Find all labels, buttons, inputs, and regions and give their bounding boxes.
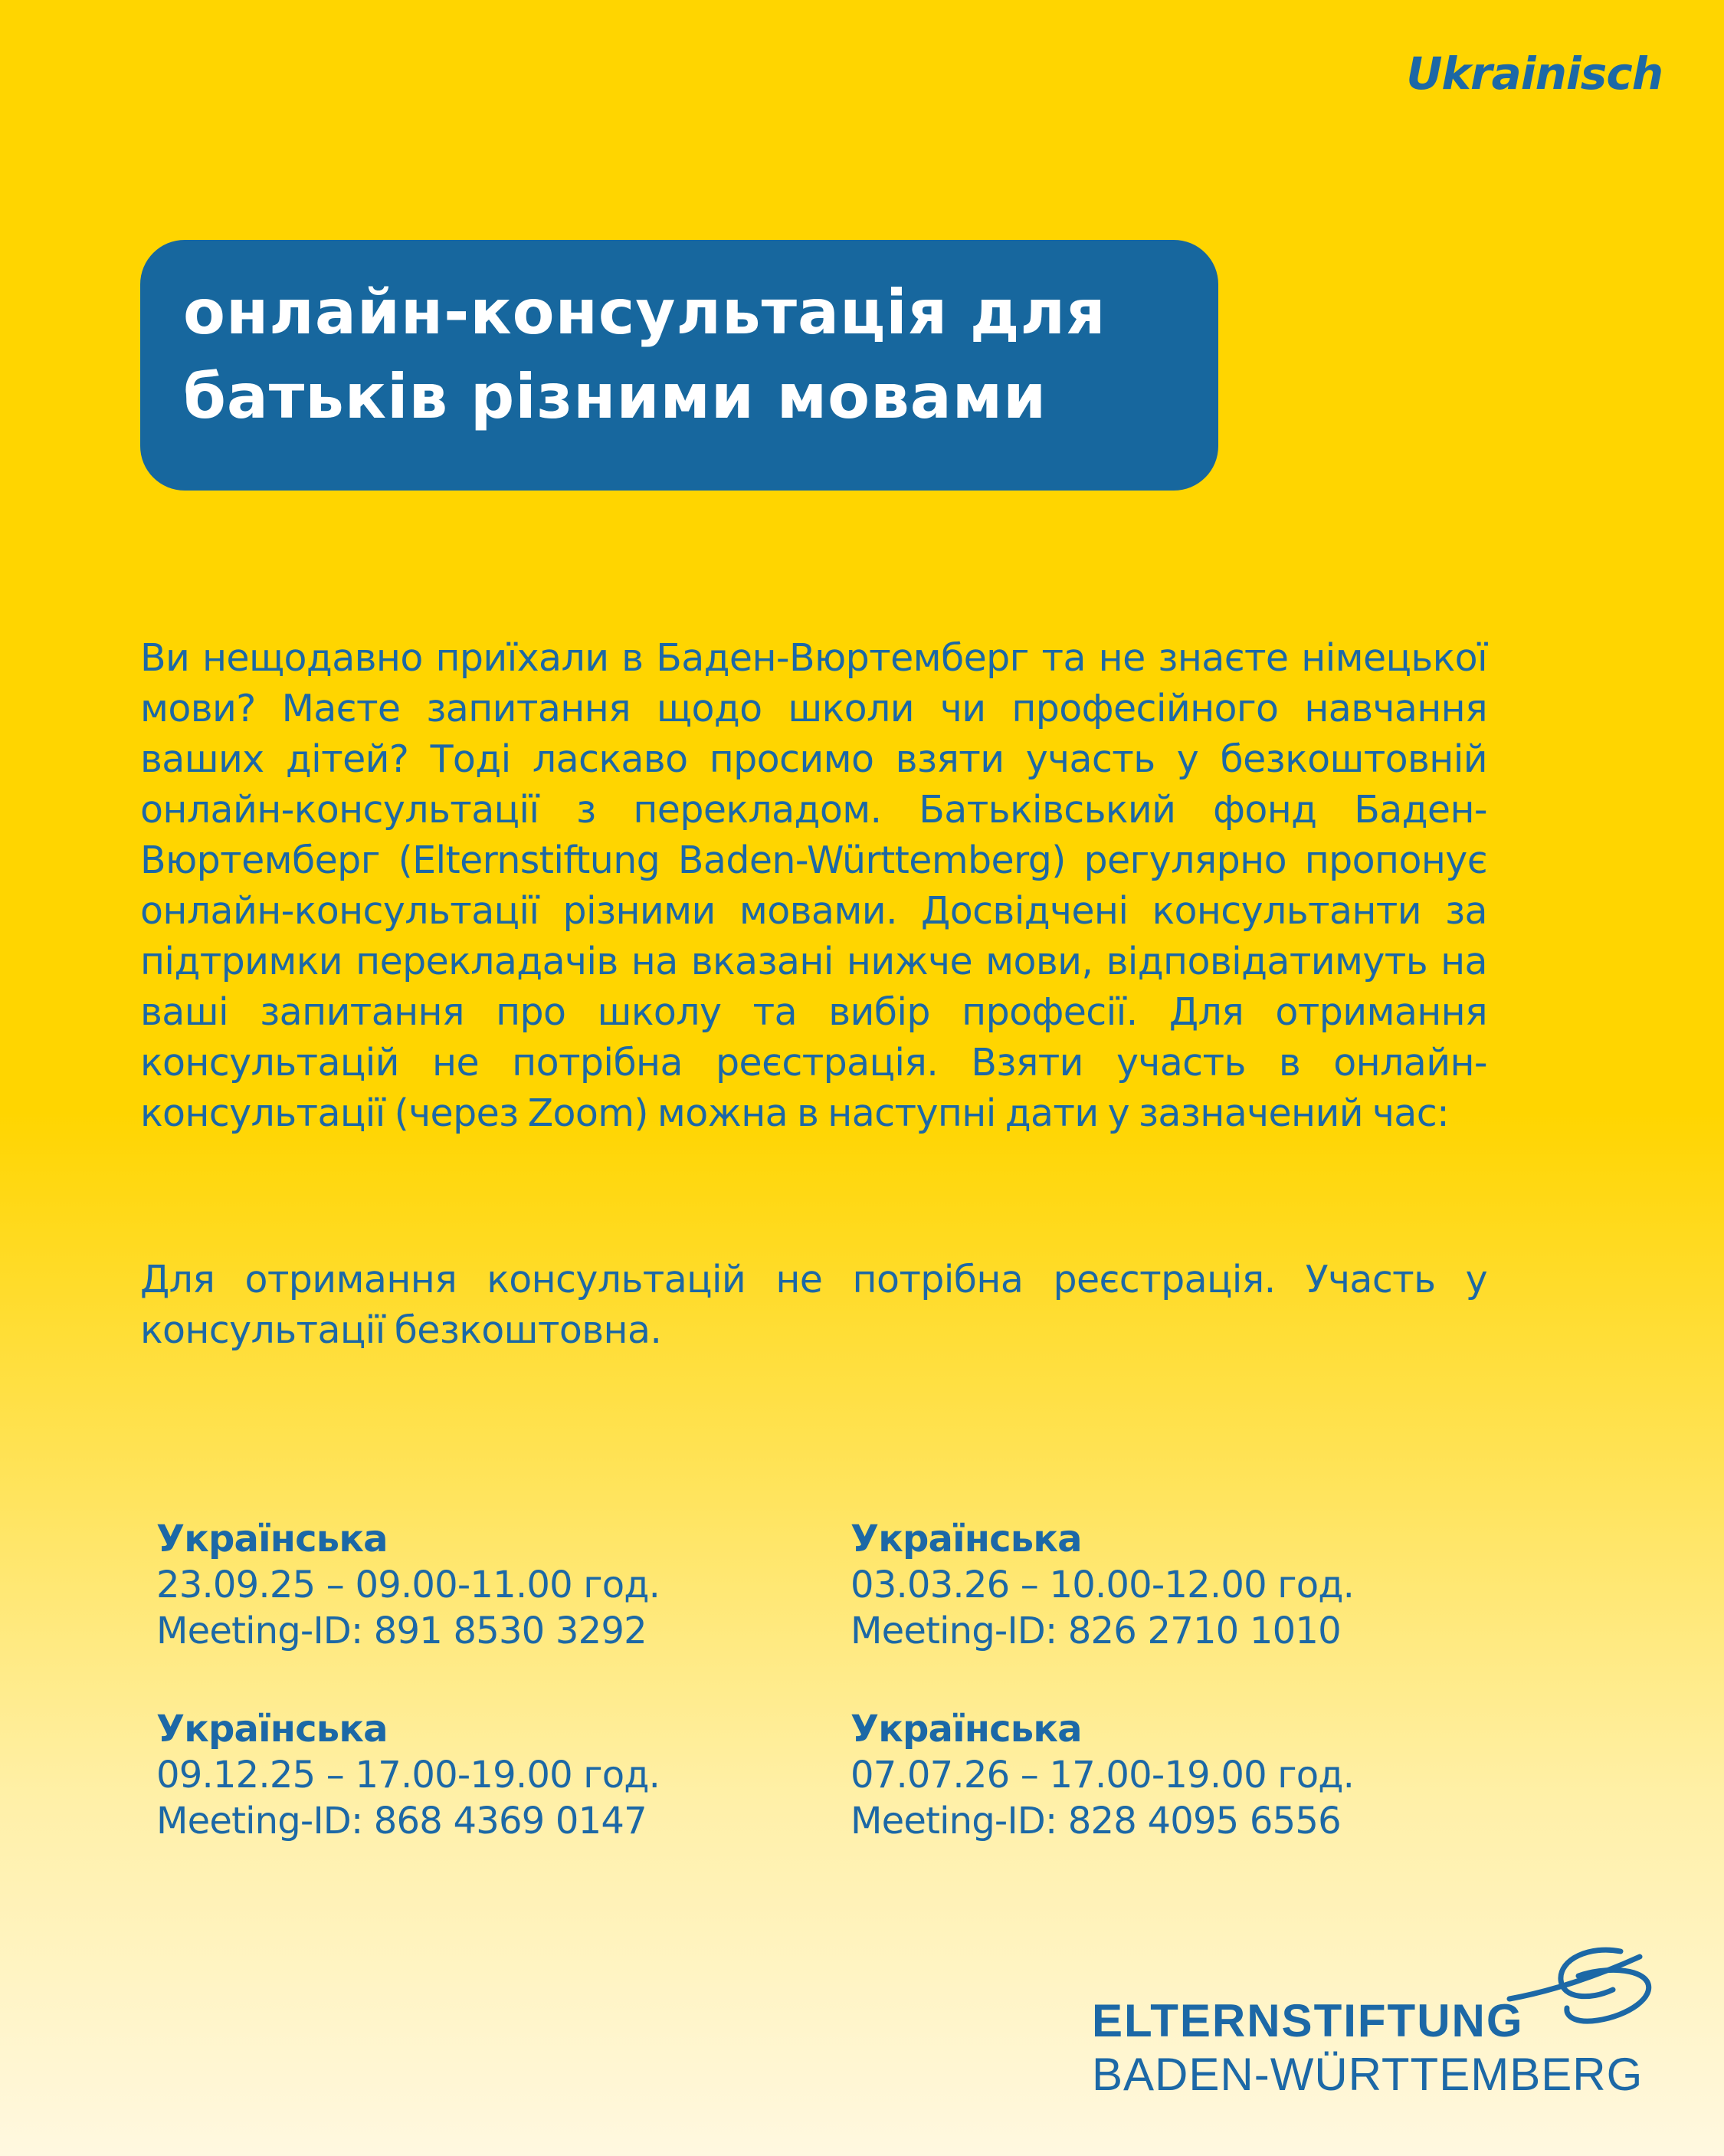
- session-language: Українська: [851, 1708, 1082, 1751]
- session-block: [851, 1516, 1354, 1654]
- registration-note: Для отримання консультацій не потрібна реєстрація. Участь у консультації безкоштовна.: [140, 1258, 1487, 1352]
- session-meeting-id: Meeting-ID: 868 4369 0147: [156, 1800, 647, 1843]
- page-title-line-2: батьків різними мовами: [183, 361, 1047, 432]
- session-datetime: 03.03.26 – 10.00-12.00 год.: [851, 1564, 1355, 1606]
- session-meeting-id: Meeting-ID: 828 4095 6556: [851, 1800, 1341, 1843]
- elternstiftung-logo: [1092, 1945, 1674, 2129]
- page-title-line-1: онлайн-консультація для: [183, 277, 1106, 348]
- session-datetime: 23.09.25 – 09.00-11.00 год.: [156, 1564, 660, 1606]
- session-block: [156, 1706, 660, 1844]
- session-datetime: 07.07.26 – 17.00-19.00 год.: [851, 1754, 1355, 1797]
- elternstiftung-swoosh-icon: [1506, 1945, 1659, 2030]
- logo-text-line-1: ELTERNSTIFTUNG: [1092, 1995, 1524, 2046]
- language-tag: Ukrainisch: [1406, 48, 1663, 100]
- session-meeting-id: Meeting-ID: 826 2710 1010: [851, 1610, 1341, 1652]
- session-meeting-id: Meeting-ID: 891 8530 3292: [156, 1610, 647, 1652]
- session-block: [156, 1516, 660, 1654]
- logo-text-line-2: BADEN-WÜRTTEMBERG: [1092, 2049, 1644, 2100]
- title-banner: [140, 240, 1218, 491]
- session-language: Українська: [851, 1518, 1082, 1560]
- session-language: Українська: [156, 1518, 388, 1560]
- intro-paragraph: Ви нещодавно приїхали в Баден-Вюртемберг та не знаєте німецької мови? Маєте запитання щодо школи чи професійного навчання ваших дітей? Тоді ласкаво просимо взяти участь у безкоштовній онлайн-консультації з перекладом. Батьківський фонд Баден-Вюртемберг (Elternstiftung Baden-Württemberg) регулярно пропонує онлайн-консультації різними мовами. Досвідчені консультанти за підтримки перекладачів на вказані нижче мови, відповідатимуть на ваші запитання про школу та вибір професії. Для отримання консультацій не потрібна реєстрація. Взяти участь в онлайн-консультації (через Zoom) можна в наступні дати у зазначений час:: [140, 636, 1487, 1135]
- session-datetime: 09.12.25 – 17.00-19.00 год.: [156, 1754, 660, 1797]
- session-language: Українська: [156, 1708, 388, 1751]
- session-block: [851, 1706, 1354, 1844]
